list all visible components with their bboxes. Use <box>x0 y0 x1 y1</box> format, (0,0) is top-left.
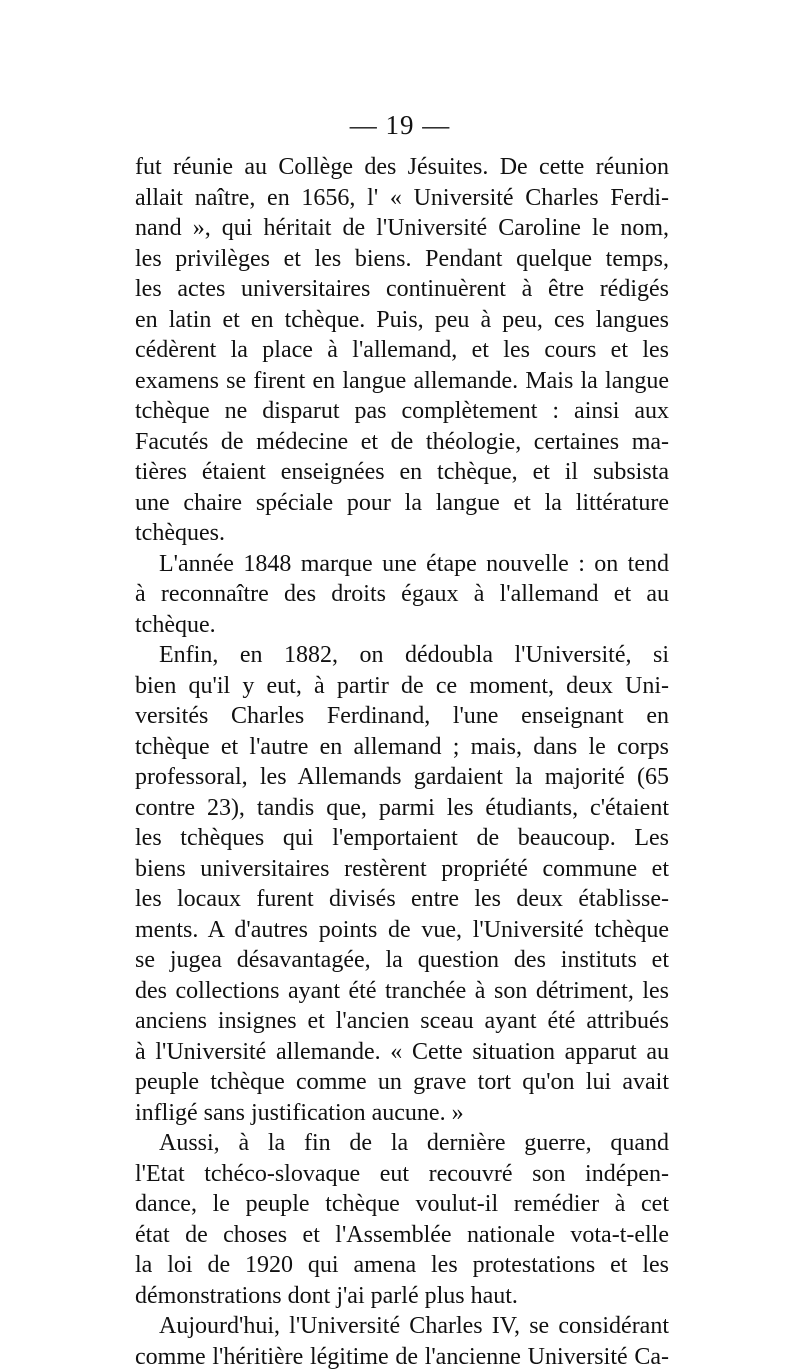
text-line: cédèrent la place à l'allemand, et les cours et les <box>135 335 669 366</box>
text-line: examens se firent en langue allemande. Mais la langue <box>135 366 669 397</box>
text-line: l'Etat tchéco-slovaque eut recouvré son indépen- <box>135 1159 669 1190</box>
text-line: se jugea désavantagée, la question des instituts et <box>135 945 669 976</box>
text-line: fut réunie au Collège des Jésuites. De cette réunion <box>135 152 669 183</box>
text-line: les locaux furent divisés entre les deux établisse- <box>135 884 669 915</box>
text-line: Aujourd'hui, l'Université Charles IV, se considérant <box>135 1311 669 1342</box>
text-line: L'année 1848 marque une étape nouvelle : on tend <box>135 549 669 580</box>
text-line: contre 23), tandis que, parmi les étudiants, c'étaient <box>135 793 669 824</box>
text-line: Enfin, en 1882, on dédoubla l'Université, si <box>135 640 669 671</box>
text-line: tchèque. <box>135 610 669 641</box>
text-line: bien qu'il y eut, à partir de ce moment, deux Uni- <box>135 671 669 702</box>
text-line: des collections ayant été tranchée à son détriment, les <box>135 976 669 1007</box>
text-line: démonstrations dont j'ai parlé plus haut. <box>135 1281 669 1312</box>
text-line: versités Charles Ferdinand, l'une enseignant en <box>135 701 669 732</box>
text-line: peuple tchèque comme un grave tort qu'on lui avait <box>135 1067 669 1098</box>
text-line: les actes universitaires continuèrent à être rédigés <box>135 274 669 305</box>
text-line: infligé sans justification aucune. » <box>135 1098 669 1129</box>
page-number: — 19 — <box>0 110 800 141</box>
text-line: biens universitaires restèrent propriété commune et <box>135 854 669 885</box>
text-line: tchèque ne disparut pas complètement : ainsi aux <box>135 396 669 427</box>
text-line: comme l'héritière légitime de l'ancienne Université Ca- <box>135 1342 669 1372</box>
text-line: à l'Université allemande. « Cette situation apparut au <box>135 1037 669 1068</box>
text-line: tchèque et l'autre en allemand ; mais, dans le corps <box>135 732 669 763</box>
text-line: nand », qui héritait de l'Université Caroline le nom, <box>135 213 669 244</box>
text-line: la loi de 1920 qui amena les protestations et les <box>135 1250 669 1281</box>
text-line: allait naître, en 1656, l' « Université Charles Ferdi- <box>135 183 669 214</box>
text-line: une chaire spéciale pour la langue et la littérature <box>135 488 669 519</box>
text-line: à reconnaître des droits égaux à l'allemand et au <box>135 579 669 610</box>
body-text <box>135 152 669 1372</box>
text-line: état de choses et l'Assemblée nationale vota-t-elle <box>135 1220 669 1251</box>
text-line: anciens insignes et l'ancien sceau ayant été attribués <box>135 1006 669 1037</box>
text-line: tières étaient enseignées en tchèque, et il subsista <box>135 457 669 488</box>
text-line: dance, le peuple tchèque voulut-il remédier à cet <box>135 1189 669 1220</box>
text-line: Aussi, à la fin de la dernière guerre, quand <box>135 1128 669 1159</box>
text-line: professoral, les Allemands gardaient la majorité (65 <box>135 762 669 793</box>
text-line: tchèques. <box>135 518 669 549</box>
text-line: Facutés de médecine et de théologie, certaines ma- <box>135 427 669 458</box>
text-line: les tchèques qui l'emportaient de beaucoup. Les <box>135 823 669 854</box>
text-line: ments. A d'autres points de vue, l'Université tchèque <box>135 915 669 946</box>
text-line: les privilèges et les biens. Pendant quelque temps, <box>135 244 669 275</box>
text-line: en latin et en tchèque. Puis, peu à peu, ces langues <box>135 305 669 336</box>
